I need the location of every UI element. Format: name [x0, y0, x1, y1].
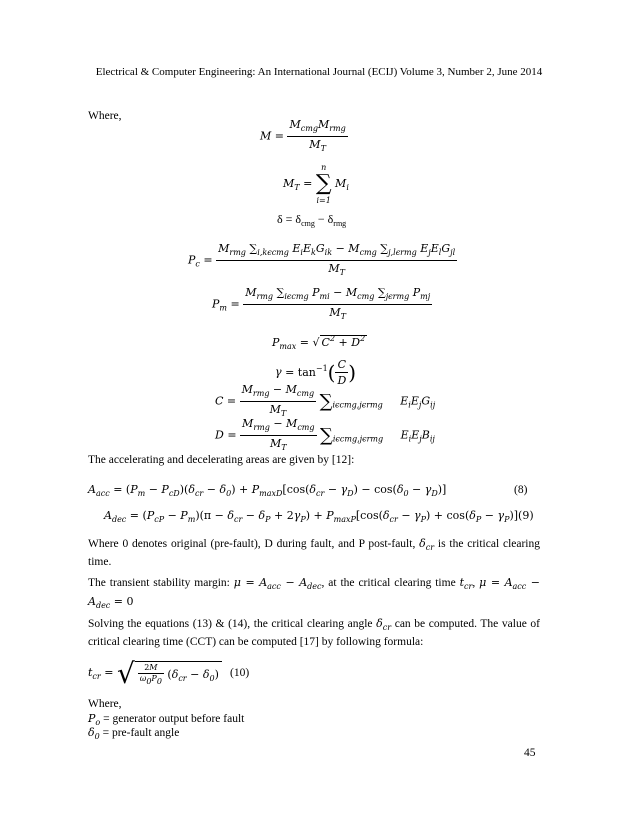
po-definition: $P_o$ = generator output before fault — [88, 712, 245, 727]
notation-paragraph: Where 0 denotes original (pre-fault), D during fault, and P post-fault, $\delta_{cr}$ is the critical clearing time. — [88, 537, 540, 568]
equation-number-8: (8) — [514, 484, 528, 496]
equation-gamma: $\gamma = \tan^{-1}$( $\frac{C}{D}$ ) — [275, 358, 357, 387]
solving-paragraph: Solving the equations (13) & (14), the critical clearing angle $\delta_{cr}$ can be computed. The value of critical clearing time (CCT) can be computed [17] by following formula: — [88, 617, 541, 648]
equation-pc: $P_c$ = $\frac{M_{rmg} \sum_{i,k\epsilon cmg} E_iE_kG_{ik} - M_{cmg} \sum_{j,l\epsilon rmg} E_jE_lG_{jl}}{M_T}$ — [188, 242, 456, 277]
equation-delta: $\delta = \delta_{cmg} - \delta_{rmg}$ — [277, 212, 347, 228]
equation-m: M = $\frac{M_{cmg}M_{rmg}}{M_T}$ — [260, 118, 346, 153]
page-number: 45 — [524, 747, 536, 759]
equation-aacc: $A_{acc} = (P_m - P_{cD})(\delta_{cr} - \delta_0) + P_{maxD}[\cos(\delta_{cr} - \gamma_D) - \cos(\delta_0 - \gamma_D)]$ — [88, 483, 447, 498]
equation-pmax: $P_{max}$ = √ $C^2 + D^2$ — [272, 334, 366, 351]
equation-number-9: (9) — [518, 509, 534, 522]
equation-pm: $P_m$ = $\frac{M_{rmg} \sum_{i\epsilon cmg} P_{mi} - M_{cmg} \sum_{j\epsilon rmg} P_{mj}}{M_T}$ — [212, 286, 431, 321]
equation-d: D = $\frac{M_{rmg} - M_{cmg}}{M_T}$ $\sum_{i\epsilon cmg,j\epsilon rmg}$ $E_iE_jB_{ij}$ — [215, 417, 435, 452]
equation-tcr: $t_{cr}$ = √ $\frac{2M}{\omega_0P_0}$ $(\delta_{cr} - \delta_0)$ — [88, 657, 222, 690]
where-label: Where, — [88, 110, 122, 122]
delta0-definition: $\delta_0$ = pre-fault angle — [88, 726, 180, 741]
equation-number-10: (10) — [230, 667, 250, 679]
running-header: Electrical & Computer Engineering: An International Journal (ECIJ) Volume 3, Number 2, June 2014 — [95, 66, 543, 78]
areas-intro-text: The accelerating and decelerating areas are given by [12]: — [88, 454, 355, 466]
equation-adec: $A_{dec} = (P_{cP} - P_m)(\pi - \delta_{cr} - \delta_P + 2\gamma_P) + P_{maxP}[\cos(\delta_{cr} - \gamma_P) + \cos(\delta_P - \gamma_P)](9)$ — [104, 509, 534, 524]
equation-c: C = $\frac{M_{rmg} - M_{cmg}}{M_T}$ $\sum_{i\epsilon cmg,j\epsilon rmg}$ $E_iE_jG_{ij}$ — [215, 383, 436, 418]
where-label-2: Where, — [88, 698, 122, 710]
equation-mt: $M_T$ = n ∑ i=1 $M_i$ — [283, 163, 349, 205]
margin-paragraph: The transient stability margin: $\mu = A_{acc} - A_{dec}$, at the critical clearing time $t_{cr}$, $\mu = A_{acc} - A_{dec} = 0$ — [88, 576, 541, 610]
